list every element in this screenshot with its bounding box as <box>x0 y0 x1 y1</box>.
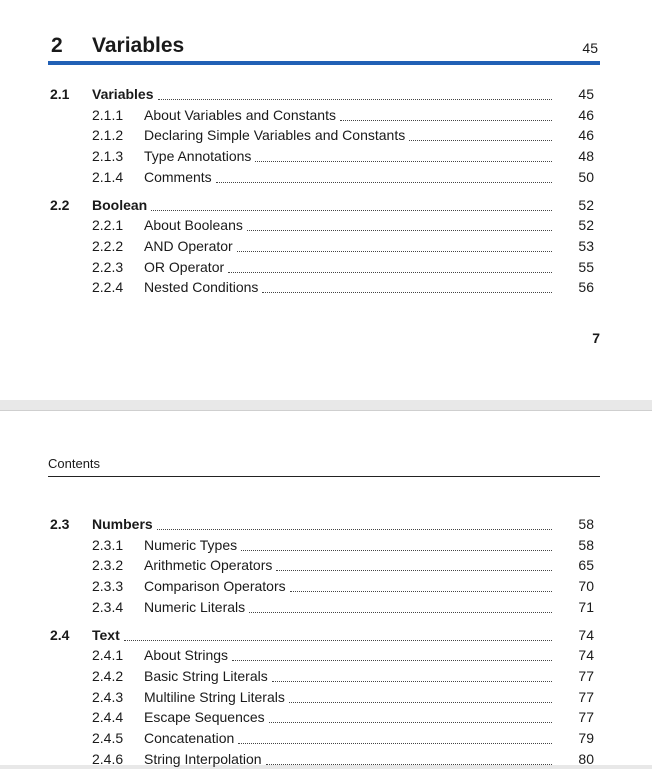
toc-subsection-title: Numeric Types <box>144 536 238 553</box>
toc-subsection-title-leader <box>144 257 552 277</box>
toc-subsection-number: 2.4.3 <box>92 688 124 705</box>
toc-section-title: Variables <box>92 86 154 102</box>
dot-leader <box>272 680 552 682</box>
toc-section-title-leader <box>92 84 552 104</box>
dot-leader <box>269 721 552 723</box>
dot-leader <box>158 98 553 100</box>
toc-subsection-page-number: 53 <box>578 237 594 254</box>
toc-subsection-title: Multiline String Literals <box>144 688 285 705</box>
toc-subsection-title: Numeric Literals <box>144 598 246 615</box>
chapter-heading <box>48 34 600 60</box>
toc-subsection-row[interactable] <box>48 257 600 277</box>
toc-subsection-title: About Variables and Constants <box>144 106 336 123</box>
toc-subsection-title: About Booleans <box>144 217 243 234</box>
toc-subsection-title-leader <box>144 535 552 555</box>
toc-subsection-page-number: 80 <box>578 750 594 767</box>
toc-subsection-title-leader <box>144 597 552 617</box>
toc-subsection-row[interactable] <box>48 125 600 145</box>
toc-subsection-number: 2.3.2 <box>92 557 124 574</box>
dot-leader <box>340 119 552 121</box>
toc-section-number: 2.4 <box>50 626 70 643</box>
toc-section-title-leader <box>92 514 552 534</box>
chapter-page-number: 45 <box>582 40 598 56</box>
toc-subsection-title: AND Operator <box>144 237 233 254</box>
toc-subsection-page-number: 46 <box>578 127 594 144</box>
toc-section-row[interactable] <box>48 625 600 645</box>
toc-subsection-title: Declaring Simple Variables and Constants <box>144 127 406 144</box>
toc-subsection-title-leader <box>144 555 552 575</box>
toc-subsection-row[interactable] <box>48 277 600 297</box>
chapter-rule <box>48 61 600 65</box>
toc-subsection-page-number: 55 <box>578 258 594 275</box>
toc-subsection-page-number: 77 <box>578 709 594 726</box>
toc-section-title-leader <box>92 625 552 645</box>
toc-subsection-page-number: 77 <box>578 688 594 705</box>
dot-leader <box>241 549 552 551</box>
dot-leader <box>151 209 552 211</box>
toc-subsection-title-leader <box>144 105 552 125</box>
toc-subsection-page-number: 79 <box>578 730 594 746</box>
toc-subsection-number: 2.4.6 <box>92 750 124 767</box>
toc-section-page-number: 74 <box>578 626 594 643</box>
toc-subsection-row[interactable] <box>48 167 600 187</box>
toc-subsection-title: Basic String Literals <box>144 667 268 684</box>
toc-subsection-title-leader <box>144 666 552 686</box>
toc-subsection-title: Comparison Operators <box>144 578 286 595</box>
toc-subsection-title-leader <box>144 749 552 769</box>
toc-subsection-title-leader <box>144 728 552 748</box>
toc-subsection-number: 2.4.2 <box>92 667 124 684</box>
toc-subsection-page-number: 74 <box>578 647 594 664</box>
page-folio: 7 <box>592 330 600 346</box>
toc-subsection-page-number: 52 <box>578 217 594 234</box>
toc-subsection-number: 2.3.3 <box>92 578 124 595</box>
dot-leader <box>237 250 552 252</box>
toc-subsection-title: Concatenation <box>144 730 235 746</box>
toc-subsection-number: 2.2.2 <box>92 237 124 254</box>
toc-subsection-number: 2.3.1 <box>92 536 124 553</box>
toc-subsection-page-number: 48 <box>578 148 594 165</box>
dot-leader <box>228 271 552 273</box>
toc-subsection-row[interactable] <box>48 576 600 596</box>
toc-subsection-title-leader <box>144 125 552 145</box>
running-head: Contents <box>48 456 101 471</box>
toc-section-title-leader <box>92 195 552 215</box>
chapter-number: 2 <box>51 34 63 57</box>
toc-subsection-row[interactable] <box>48 728 600 748</box>
dot-leader <box>289 701 552 703</box>
toc-subsection-title-leader <box>144 576 552 596</box>
dot-leader <box>124 639 552 641</box>
dot-leader <box>232 659 552 661</box>
dot-leader <box>255 160 552 162</box>
toc-subsection-title-leader <box>144 167 552 187</box>
toc-subsection-page-number: 77 <box>578 667 594 684</box>
dot-leader <box>238 742 552 744</box>
toc-section-row[interactable] <box>48 195 600 215</box>
toc-subsection-page-number: 56 <box>578 279 594 296</box>
toc-subsection-page-number: 71 <box>578 598 594 615</box>
dot-leader <box>262 291 552 293</box>
dot-leader <box>247 229 552 231</box>
toc-subsection-page-number: 58 <box>578 536 594 553</box>
dot-leader <box>249 611 552 613</box>
chapter-title: Variables <box>92 34 185 57</box>
dot-leader <box>216 181 552 183</box>
toc-subsection-title-leader <box>144 277 552 297</box>
toc-subsection-page-number: 46 <box>578 106 594 123</box>
toc-subsection-title-leader <box>144 236 552 256</box>
toc-subsection-number: 2.1.1 <box>92 106 124 123</box>
toc-section-page-number: 45 <box>578 86 594 102</box>
toc-section-title: Numbers <box>92 516 153 532</box>
toc-subsection-title-leader <box>144 687 552 707</box>
toc-section-page-number: 52 <box>578 196 594 213</box>
toc-subsection-number: 2.4.1 <box>92 647 124 664</box>
toc-subsection-number: 2.2.1 <box>92 217 124 234</box>
toc-subsection-row[interactable] <box>48 666 600 686</box>
toc-section-page-number: 58 <box>578 516 594 532</box>
toc-subsection-row[interactable] <box>48 236 600 256</box>
toc-section-number: 2.2 <box>50 196 70 213</box>
toc-subsection-number: 2.1.3 <box>92 148 124 165</box>
toc-subsection-number: 2.4.5 <box>92 730 124 746</box>
toc-subsection-row[interactable] <box>48 645 600 665</box>
toc-subsection-row[interactable] <box>48 215 600 235</box>
toc-subsection-title-leader <box>144 215 552 235</box>
dot-leader <box>157 528 552 530</box>
running-head-rule <box>48 476 600 477</box>
toc-subsection-row[interactable] <box>48 597 600 617</box>
toc-subsection-row[interactable] <box>48 687 600 707</box>
dot-leader <box>409 139 552 141</box>
toc-subsection-title: About Strings <box>144 647 229 664</box>
toc-subsection-page-number: 50 <box>578 168 594 185</box>
toc-subsection-title: Nested Conditions <box>144 279 259 296</box>
toc-subsection-title: Comments <box>144 168 212 185</box>
toc-section-title: Boolean <box>92 196 148 213</box>
toc-subsection-row[interactable] <box>48 535 600 555</box>
toc-subsection-row[interactable] <box>48 707 600 727</box>
toc-subsection-number: 2.4.4 <box>92 709 124 726</box>
toc-subsection-title-leader <box>144 146 552 166</box>
toc-subsection-title: String Interpolation <box>144 750 262 767</box>
toc-subsection-page-number: 65 <box>578 557 594 574</box>
toc-section-title: Text <box>92 626 120 643</box>
toc-subsection-number: 2.2.3 <box>92 258 124 275</box>
dot-leader <box>276 569 552 571</box>
toc-subsection-number: 2.1.2 <box>92 127 124 144</box>
toc-subsection-title: Type Annotations <box>144 148 252 165</box>
toc-section-number: 2.1 <box>50 86 70 102</box>
toc-subsection-row[interactable] <box>48 146 600 166</box>
toc-subsection-title-leader <box>144 645 552 665</box>
toc-subsection-row[interactable] <box>48 555 600 575</box>
toc-section-row[interactable] <box>48 84 600 104</box>
toc-subsection-page-number: 70 <box>578 578 594 595</box>
toc-section-row[interactable] <box>48 514 600 534</box>
toc-subsection-title: Arithmetic Operators <box>144 557 273 574</box>
toc-subsection-row[interactable] <box>48 105 600 125</box>
toc-subsection-title: Escape Sequences <box>144 709 265 726</box>
toc-subsection-title: OR Operator <box>144 258 225 275</box>
toc-section-number: 2.3 <box>50 516 70 532</box>
toc-page-8 <box>0 410 652 765</box>
toc-subsection-number: 2.2.4 <box>92 279 124 296</box>
toc-subsection-number: 2.1.4 <box>92 168 124 185</box>
toc-subsection-row[interactable] <box>48 749 600 769</box>
dot-leader <box>290 590 552 592</box>
toc-subsection-title-leader <box>144 707 552 727</box>
toc-subsection-number: 2.3.4 <box>92 598 124 615</box>
